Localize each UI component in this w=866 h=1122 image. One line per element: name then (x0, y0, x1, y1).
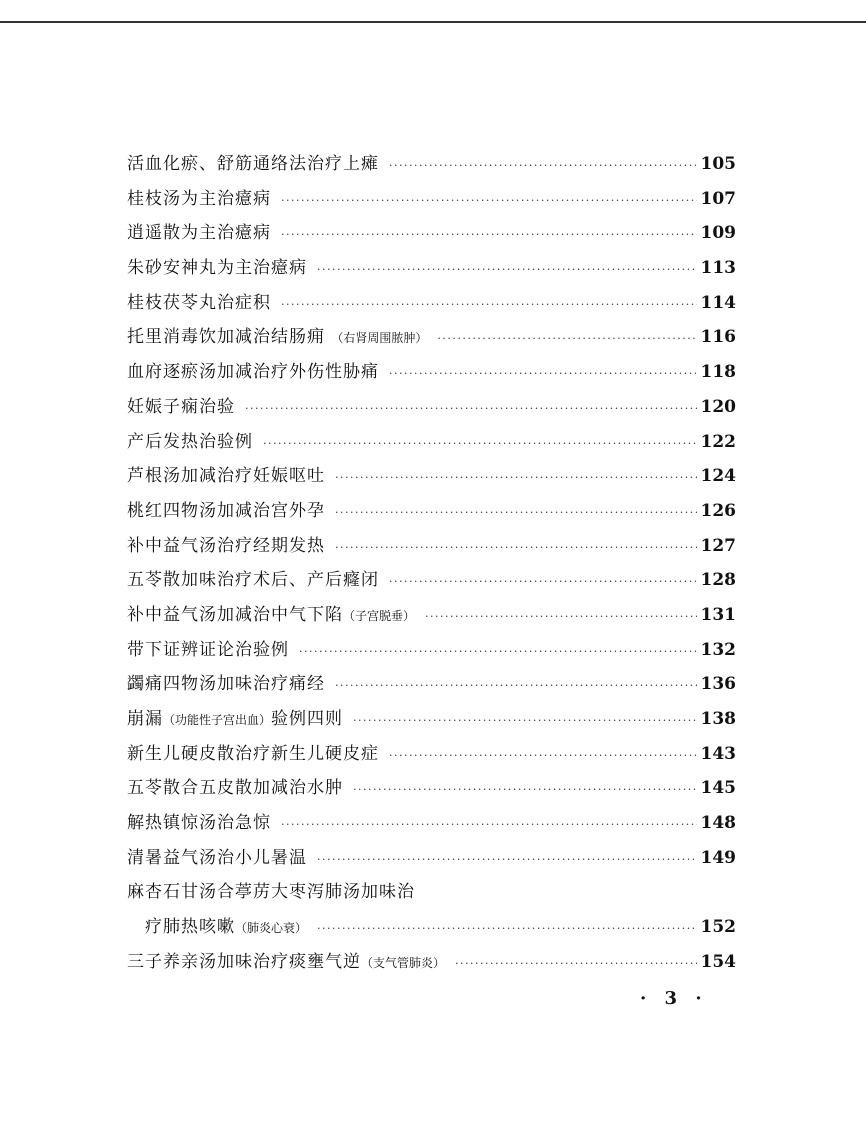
toc-title-text: 疗肺热咳嗽 (145, 917, 235, 938)
leader-dots (389, 569, 697, 595)
toc-entry-note: （子宫脱垂） (343, 608, 416, 623)
toc-entry-page: 131 (700, 604, 736, 625)
toc-title-text: 朱砂安神丸为主治癔病 (127, 258, 307, 279)
toc-entry-title (127, 706, 343, 733)
table-of-contents (127, 151, 736, 984)
leader-dots (353, 708, 696, 734)
toc-title-text: 麻杏石甘汤合葶苈大枣泻肺汤加味治 (127, 882, 415, 903)
toc-entry-title (127, 741, 379, 767)
toc-entry[interactable] (127, 394, 736, 429)
toc-entry[interactable] (127, 845, 736, 880)
toc-title-text: 桃红四物汤加减治宫外孕 (127, 500, 325, 521)
toc-entry-title (127, 637, 289, 663)
leader-dots (335, 535, 697, 561)
toc-title-text: 活血化瘀、舒筋通络法治疗上瘫 (127, 154, 379, 174)
leader-dots (317, 916, 696, 942)
toc-entry-title (127, 290, 271, 316)
toc-entry[interactable] (127, 671, 736, 706)
toc-title-text: 解热镇惊汤治急惊 (127, 813, 271, 834)
leader-dots (281, 812, 697, 838)
toc-entry[interactable] (127, 463, 736, 498)
toc-entry-page: 132 (700, 639, 736, 660)
leader-dots (335, 465, 697, 491)
toc-entry-title (127, 498, 325, 524)
leader-dots (317, 847, 697, 873)
toc-title-text: 蠲痛四物汤加味治疗痛经 (127, 674, 325, 695)
toc-entry-note: （右肾周围脓肿） (331, 331, 428, 346)
toc-title-text: 带下证辨证论治验例 (127, 639, 289, 660)
toc-entry[interactable] (127, 879, 736, 914)
toc-entry-title (127, 879, 415, 905)
toc-title-text: 托里消毒饮加减治结肠痈 (127, 327, 332, 348)
toc-entry[interactable] (127, 637, 736, 672)
leader-dots (425, 604, 696, 630)
toc-entry[interactable] (127, 220, 736, 255)
toc-entry-title (127, 324, 427, 351)
toc-entry-page: 138 (700, 709, 736, 729)
toc-title-text: 三子养亲汤加味治疗痰壅气逆 (127, 951, 361, 972)
toc-entry[interactable] (127, 741, 736, 776)
leader-dots (281, 292, 697, 318)
toc-entry-page: 127 (700, 535, 736, 556)
leader-dots (389, 153, 697, 179)
toc-title-text: 桂枝茯苓丸治症积 (127, 292, 271, 313)
toc-entry-page: 122 (700, 431, 736, 452)
toc-entry[interactable] (127, 290, 736, 325)
toc-entry-page: 126 (700, 500, 736, 521)
toc-entry[interactable] (127, 706, 736, 741)
toc-entry-title (127, 255, 307, 281)
toc-entry-title (127, 914, 307, 941)
toc-entry-page: 124 (700, 466, 736, 487)
toc-entry[interactable] (127, 602, 736, 637)
toc-entry-page: 148 (700, 813, 736, 834)
leader-dots (389, 743, 697, 769)
leader-dots (281, 222, 697, 248)
toc-entry-note: （支气管肺炎） (361, 955, 446, 970)
toc-entry[interactable] (127, 151, 736, 186)
toc-title-text: 产后发热治验例 (127, 431, 253, 452)
toc-entry[interactable] (127, 775, 736, 810)
toc-entry-page: 116 (700, 327, 736, 348)
leader-dots (353, 777, 697, 803)
toc-entry-page: 145 (700, 778, 736, 799)
toc-entry-page: 109 (700, 223, 736, 244)
toc-entry-page: 105 (700, 154, 736, 174)
toc-entry-page: 107 (700, 188, 736, 209)
toc-title-text: 补中益气汤加减治中气下陷 (127, 604, 343, 625)
toc-title-text: 芦根汤加减治疗妊娠呕吐 (127, 466, 325, 487)
toc-entry-page: 118 (700, 362, 736, 383)
toc-entry-note: （功能性子宫出血） (163, 713, 272, 727)
toc-entry-title (127, 533, 325, 559)
toc-title-text: 新生儿硬皮散治疗新生儿硬皮症 (127, 743, 379, 764)
page-number: · 3 · (640, 988, 708, 1009)
leader-dots (437, 326, 696, 352)
toc-entry[interactable] (127, 949, 736, 984)
toc-title-text: 逍遥散为主治癔病 (127, 223, 271, 244)
toc-entry[interactable] (127, 255, 736, 290)
toc-entry-title (127, 186, 271, 212)
toc-entry[interactable] (127, 498, 736, 533)
toc-entry-title (127, 810, 271, 836)
toc-entry[interactable] (127, 186, 736, 221)
toc-entry-title (127, 394, 235, 420)
toc-entry-title (127, 220, 271, 246)
toc-entry-title (127, 949, 445, 976)
leader-dots (455, 951, 696, 977)
toc-entry[interactable] (127, 914, 736, 949)
toc-entry[interactable] (127, 567, 736, 602)
toc-entry-page: 136 (700, 674, 736, 695)
toc-title-text: 补中益气汤治疗经期发热 (127, 535, 325, 556)
toc-entry-page: 149 (700, 847, 736, 868)
toc-title-text: 妊娠子痫治验 (127, 396, 235, 417)
toc-entry[interactable] (127, 533, 736, 568)
toc-title-text: 崩漏 (127, 709, 163, 729)
leader-dots (299, 639, 697, 665)
toc-title-text: 清暑益气汤治小儿暑温 (127, 847, 307, 868)
leader-dots (245, 396, 697, 422)
toc-entry-title (127, 602, 415, 629)
toc-entry-page: 114 (700, 292, 736, 313)
toc-title-text: 五苓散加味治疗术后、产后癃闭 (127, 570, 379, 591)
toc-entry-title (127, 845, 307, 871)
leader-dots (335, 500, 697, 526)
toc-title-text: 桂枝汤为主治癔病 (127, 188, 271, 209)
toc-entry-title (127, 775, 343, 801)
toc-entry-title (127, 151, 379, 177)
toc-entry-page: 154 (700, 951, 736, 972)
toc-entry-page: 143 (700, 743, 736, 764)
toc-entry[interactable] (127, 324, 736, 359)
page-top-rule (0, 21, 866, 23)
leader-dots (317, 257, 697, 283)
toc-entry[interactable] (127, 810, 736, 845)
toc-entry-title (127, 567, 379, 593)
toc-title-text-cont: 验例四则 (271, 709, 344, 729)
toc-entry[interactable] (127, 429, 736, 464)
toc-entry-page: 128 (700, 570, 736, 591)
toc-title-text: 五苓散合五皮散加减治水肿 (127, 778, 343, 799)
leader-dots (335, 673, 697, 699)
leader-dots (389, 361, 697, 387)
toc-entry-page: 120 (700, 396, 736, 417)
toc-entry-title (127, 359, 379, 385)
leader-dots (263, 431, 697, 457)
toc-entry-page: 113 (700, 258, 736, 279)
toc-entry-note: （肺炎心衰） (235, 921, 308, 936)
toc-entry[interactable] (127, 359, 736, 394)
toc-entry-page: 152 (700, 917, 736, 938)
toc-entry-title (127, 463, 325, 489)
toc-entry-title (127, 429, 253, 455)
toc-title-text: 血府逐瘀汤加减治疗外伤性胁痛 (127, 362, 379, 383)
toc-entry-title (127, 671, 325, 697)
leader-dots (281, 188, 697, 214)
